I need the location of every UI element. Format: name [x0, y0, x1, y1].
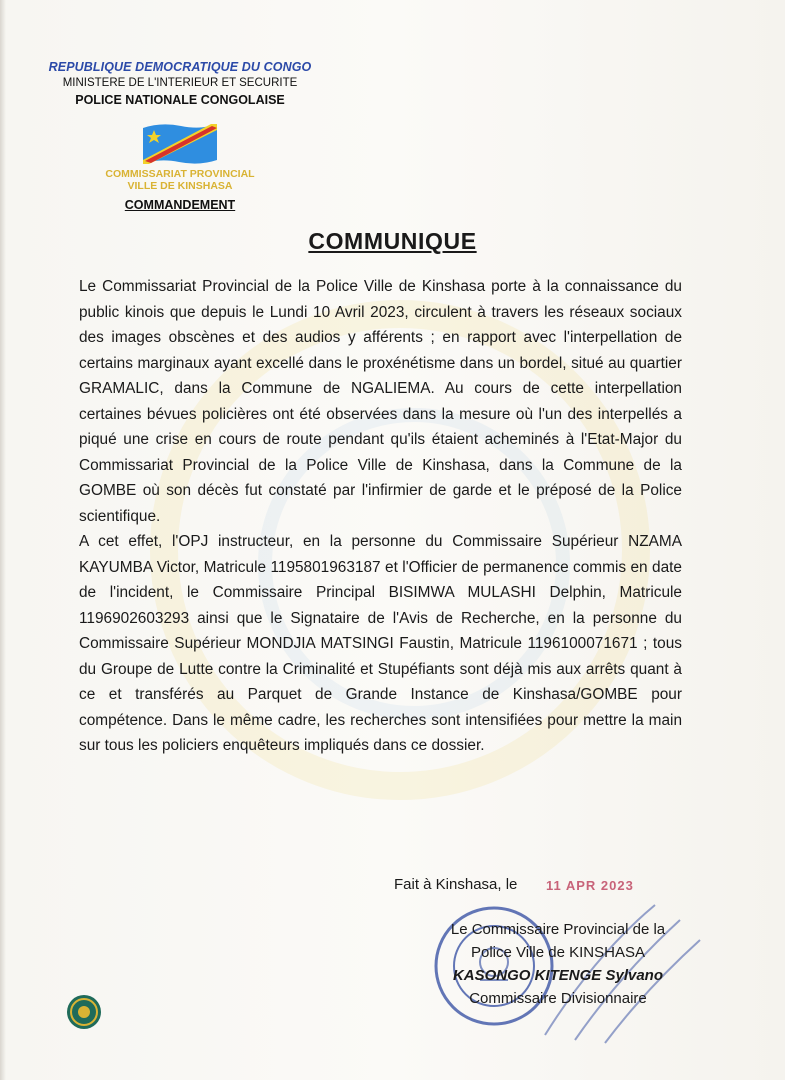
police-seal-icon [66, 994, 102, 1030]
document-title [0, 228, 785, 255]
commissariat-line-1: COMMISSARIAT PROVINCIAL [105, 168, 255, 180]
place-line: Fait à Kinshasa, le [394, 876, 518, 893]
communique-body [79, 274, 682, 759]
signatory-title-2: Police Ville de KINSHASA [471, 944, 645, 961]
command-label [30, 198, 330, 212]
ministry-name: MINISTERE DE L'INTERIEUR ET SECURITE [62, 77, 298, 89]
signatory-rank: Commissaire Divisionnaire [469, 990, 647, 1007]
letterhead [30, 60, 330, 107]
paragraph-2: A cet effet, l'OPJ instructeur, en la personne du Commissaire Supérieur NZAMA KAYUMBA Victor, Matricule 1195801963187 et l'Officier de permanence commis en date de l'incident, le Commissaire Principal BISIMWA MULASHI Delphin, Matricule 1196902603293 ainsi que le Signataire de l'Avis de Recherche, en la personne du Commissaire Supérieur MONDJIA MATSINGI Faustin, Matricule 1196100071671 ; tous du Groupe de Lutte contre la Criminalité et Stupéfiants sont déjà mis aux arrêts quant à ce et transférés au Parquet de Grande Instance de Kinshasa/GOMBE pour compétence. Dans le même cadre, les recherches sont intensifiées pour mettre la main sur tous les policiers enquêteurs impliqués dans ce dossier. [79, 533, 682, 754]
republic-name: REPUBLIQUE DEMOCRATIQUE DU CONGO [48, 60, 312, 74]
signature-block [418, 918, 698, 1010]
drc-flag-icon [141, 120, 219, 166]
commissariat-line-2: VILLE DE KINSHASA [127, 180, 233, 192]
signatory-title-1: Le Commissaire Provincial de la [450, 921, 666, 938]
title-text: COMMUNIQUE [308, 228, 477, 254]
command-text: COMMANDEMENT [124, 198, 236, 212]
paragraph-1: Le Commissariat Provincial de la Police Ville de Kinshasa porte à la connaissance du public kinois que depuis le Lundi 10 Avril 2023, circulent à travers les réseaux sociaux des images obscènes et des audios y afférents ; en rapport avec l'interpellation de certains marginaux ayant excellé dans le proxénétisme dans un bordel, situé au quartier GRAMALIC, dans la Commune de NGALIEMA. Au cours de cette interpellation certaines bévues policières ont été observées dans la mesure où l'un des interpellés a piqué une crise en cours de route pendant qu'ils étaient acheminés à l'Etat-Major du Commissariat Provincial de la Police Ville de Kinshasa, dans la Commune de la GOMBE où son décès fut constaté par l'infirmier de garde et le préposé de la Police scientifique. [79, 278, 682, 525]
signatory-name: KASONGO KITENGE Sylvano [452, 967, 664, 984]
date-stamp: 11 APR 2023 [546, 878, 634, 893]
commissariat-block [30, 168, 330, 192]
police-name: POLICE NATIONALE CONGOLAISE [75, 93, 285, 107]
